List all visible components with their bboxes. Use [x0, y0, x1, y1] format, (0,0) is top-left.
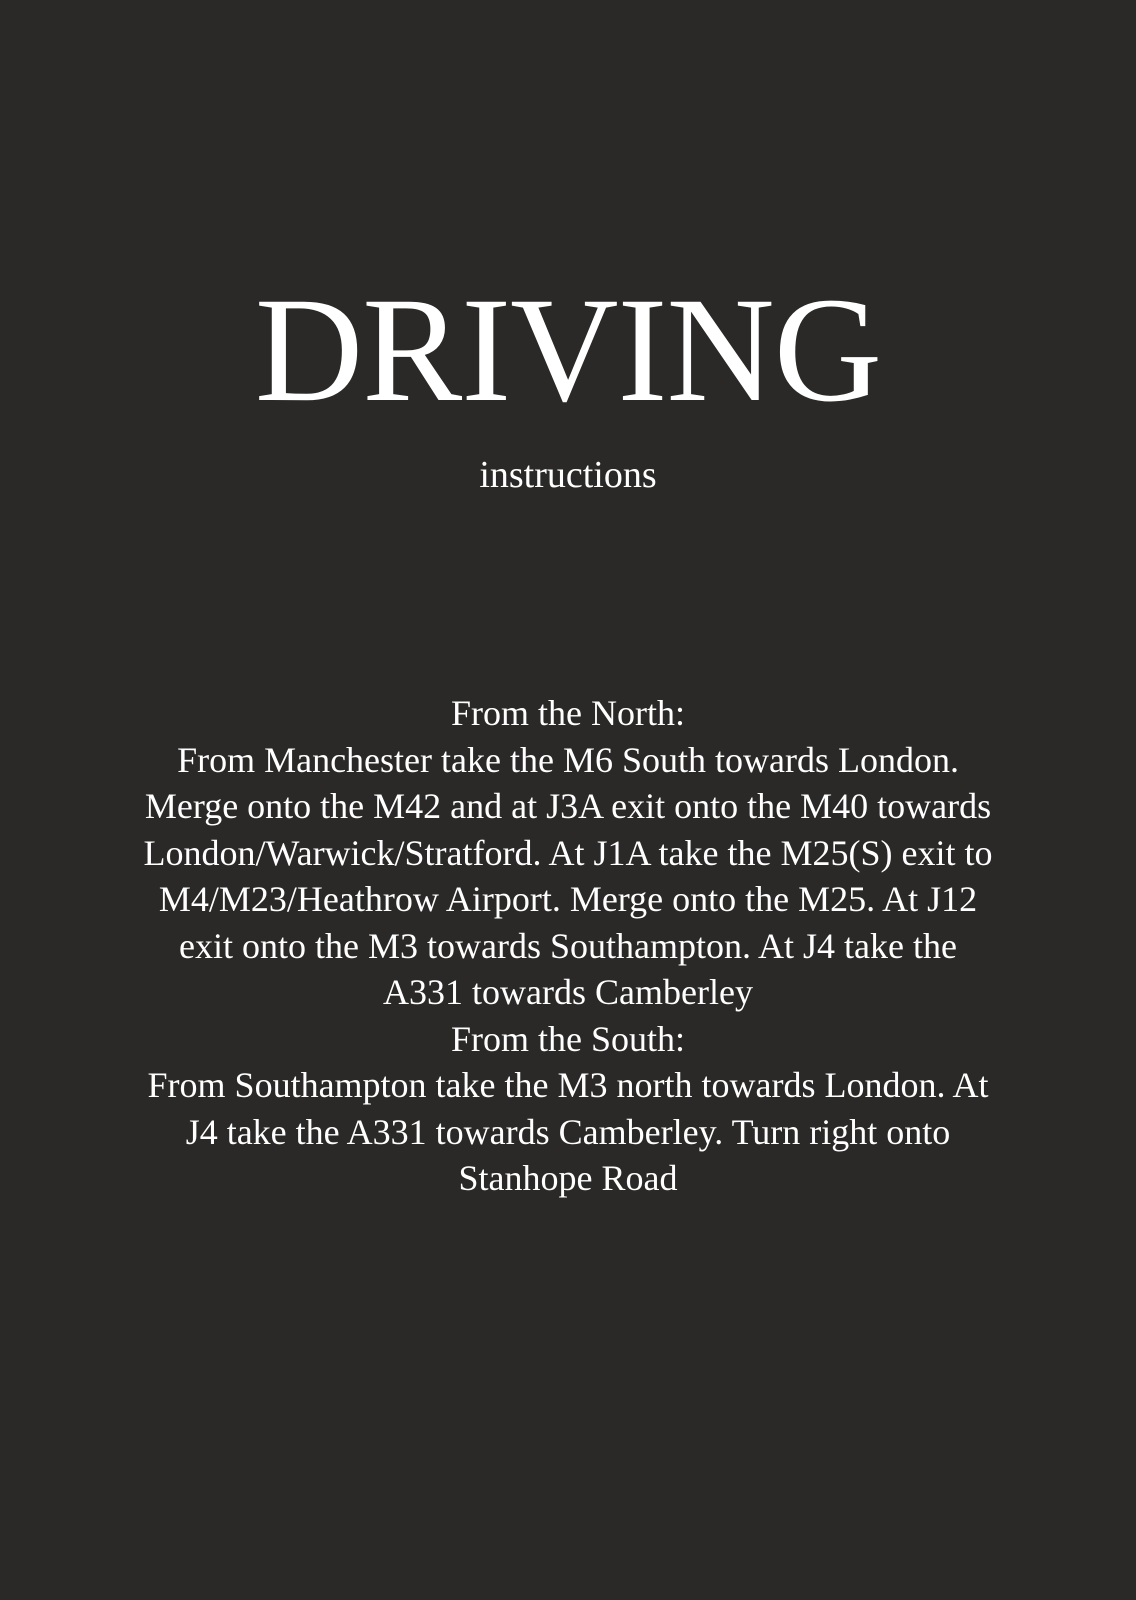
page-title: DRIVING — [254, 267, 882, 433]
south-directions: From Southampton take the M3 north towards London. At J4 take the A331 towards Camberley. Turn right onto Stanhope Road — [147, 1065, 989, 1198]
north-heading: From the North: — [451, 693, 685, 733]
directions-body — [138, 690, 998, 1202]
north-directions: From Manchester take the M6 South towards London. Merge onto the M42 and at J3A exit onto the M40 towards London/Warwick/Stratford. At J1A take the M25(S) exit to M4/M23/Heathrow Airport. Merge onto the M25. At J12 exit onto the M3 towards Southampton. At J4 take the A331 towards Camberley — [143, 739, 993, 1012]
south-heading: From the South: — [450, 1018, 686, 1059]
page-subtitle: instructions — [479, 454, 657, 496]
